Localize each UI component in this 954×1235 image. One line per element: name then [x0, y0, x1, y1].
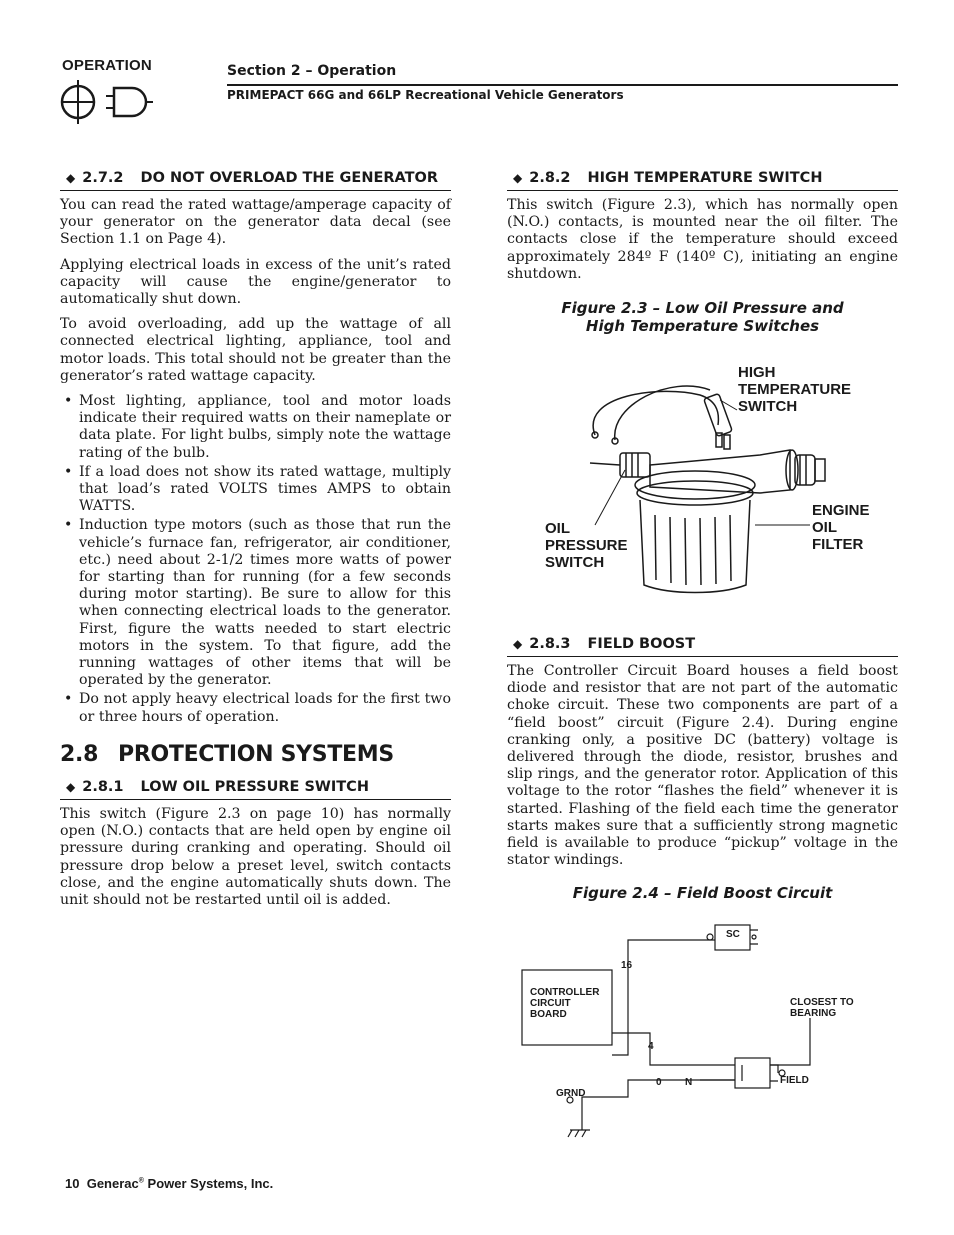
closest-to-bearing-label	[790, 997, 854, 1019]
label-line: CONTROLLER	[530, 987, 600, 998]
heading-title: HIGH TEMPERATURE SWITCH	[587, 170, 823, 186]
wire-0-label: 0	[656, 1077, 662, 1088]
wire-n-label: N	[685, 1077, 693, 1088]
heading-2-8-1	[60, 778, 451, 800]
wire-4-label: 4	[648, 1041, 654, 1052]
paragraph: This switch (Figure 2.3 on page 10) has normally open (N.O.) contacts that are held open by engine oil pressure during cranking and operating. Should oil pressure drop below a preset level, switch contacts close, and the engine automatically shuts down. The unit should not be restarted until oil is added.	[60, 805, 451, 908]
field-boost-circuit-diagram	[510, 915, 870, 1150]
paragraph: You can read the rated wattage/amperage capacity of your generator on the generator data decal (see Section 1.1 on Page 4).	[60, 197, 451, 248]
label-line: OIL	[812, 519, 837, 536]
heading-number: 2.8.1	[82, 778, 124, 795]
diamond-icon: ◆	[513, 171, 523, 185]
list-item: • If a load does not show its rated wattage, multiply that load’s rated VOLTS times AMPS to obtain WATTS.	[60, 464, 451, 516]
company-suffix: Power Systems, Inc.	[147, 1176, 274, 1191]
page-number: 10	[65, 1176, 80, 1191]
label-line: FILTER	[812, 536, 864, 553]
heading-number: 2.8.3	[529, 636, 571, 652]
company-name: Generac	[86, 1176, 139, 1191]
field-label: FIELD	[780, 1075, 809, 1086]
heading-number: 2.8	[60, 741, 99, 767]
high-temperature-switch-label	[738, 364, 851, 415]
figure-2-3-caption	[507, 299, 898, 335]
heading-title: DO NOT OVERLOAD THE GENERATOR	[140, 170, 439, 186]
registered-mark: ®	[138, 1177, 144, 1185]
sc-label: SC	[726, 929, 740, 940]
label-line: HIGH	[738, 364, 776, 381]
label-line: OIL	[545, 520, 570, 537]
label-line: ENGINE	[812, 502, 870, 519]
heading-number: 2.7.2	[82, 170, 124, 186]
diamond-icon: ◆	[66, 171, 76, 185]
wire-16-label: 16	[621, 960, 633, 971]
operation-logo-text: OPERATION	[62, 57, 152, 74]
list-item: • Do not apply heavy electrical loads for the first two or three hours of operation.	[60, 691, 451, 725]
section-title: Section 2 – Operation	[227, 63, 397, 79]
load-bullet-list	[60, 393, 451, 726]
field-boost-section	[507, 635, 898, 877]
label-line: PRESSURE	[545, 537, 628, 554]
heading-title: LOW OIL PRESSURE SWITCH	[140, 778, 369, 795]
heading-2-8-3	[507, 635, 898, 657]
heading-2-7-2	[60, 169, 451, 191]
caption-line: High Temperature Switches	[585, 317, 820, 335]
label-line: SWITCH	[738, 398, 798, 415]
heading-title: PROTECTION SYSTEMS	[118, 741, 394, 767]
heading-2-8-2	[507, 169, 898, 191]
diamond-icon: ◆	[513, 637, 523, 651]
diamond-icon: ◆	[66, 779, 76, 794]
figure-2-4-caption: Figure 2.4 – Field Boost Circuit	[572, 884, 833, 902]
page-footer	[65, 1176, 273, 1191]
heading-number: 2.8.2	[529, 170, 571, 186]
paragraph: The Controller Circuit Board houses a field boost diode and resistor that are not part of the automatic choke circuit. These two components are part of a “field boost” circuit (Figure 2.4). During engine cranking only, a positive DC (battery) voltage is delivered through the diode, resistor, brushes and slip rings, and the generator rotor. Application of this voltage to the rotor “flashes the field” whenever it is started. Flashing of the field each time the generator starts makes sure that a sufficiently strong magnetic field is available to produce “pickup” voltage in the stator windings.	[507, 663, 898, 869]
label-line: CLOSEST TO	[790, 997, 854, 1008]
label-line: SWITCH	[545, 554, 605, 571]
paragraph: To avoid overloading, add up the wattage of all connected electrical lighting, appliance, tool and motor loads. This total should not be greater than the generator’s rated wattage capacity.	[60, 316, 451, 384]
engine-oil-filter-label	[812, 502, 870, 553]
ground-label: GRND	[556, 1088, 586, 1099]
left-column	[60, 169, 451, 917]
header-rule	[227, 84, 898, 86]
document-subtitle: PRIMEPACT 66G and 66LP Recreational Vehicle Generators	[227, 88, 624, 102]
right-column	[507, 169, 898, 291]
heading-title: FIELD BOOST	[587, 636, 696, 652]
paragraph: Applying electrical loads in excess of the unit’s rated capacity will cause the engine/generator to automatically shut down.	[60, 256, 451, 308]
controller-circuit-board-label	[530, 987, 599, 1020]
oil-pressure-switch-label	[545, 520, 628, 571]
paragraph: This switch (Figure 2.3), which has normally open (N.O.) contacts, is mounted near the oil filter. The contacts close if the temperature should exceed approximately 284º F (140º C), initiating an engine shutdown.	[507, 197, 898, 282]
heading-2-8	[60, 742, 451, 768]
label-line: CIRCUIT	[530, 998, 571, 1009]
list-item: • Most lighting, appliance, tool and motor loads indicate their required watts on their nameplate or data plate. For light bulbs, simply note the wattage rating of the bulb.	[60, 393, 451, 462]
list-item: • Induction type motors (such as those that run the vehicle’s furnace fan, refrigerator, air conditioner, etc.) need about 2-1/2 times more watts of power for starting than for running (for a few seconds during motor starting). Be sure to allow for this when connecting electrical loads to the generator. First, figure the watts needed to start electric motors in the system. To that figure, add the running wattages of other items that will be operated by the generator.	[60, 517, 451, 689]
caption-line: Figure 2.3 – Low Oil Pressure and	[561, 299, 844, 317]
label-line: BOARD	[530, 1009, 567, 1020]
label-line: BEARING	[790, 1008, 837, 1019]
label-line: TEMPERATURE	[738, 381, 852, 398]
plug-socket-icon	[58, 78, 158, 134]
